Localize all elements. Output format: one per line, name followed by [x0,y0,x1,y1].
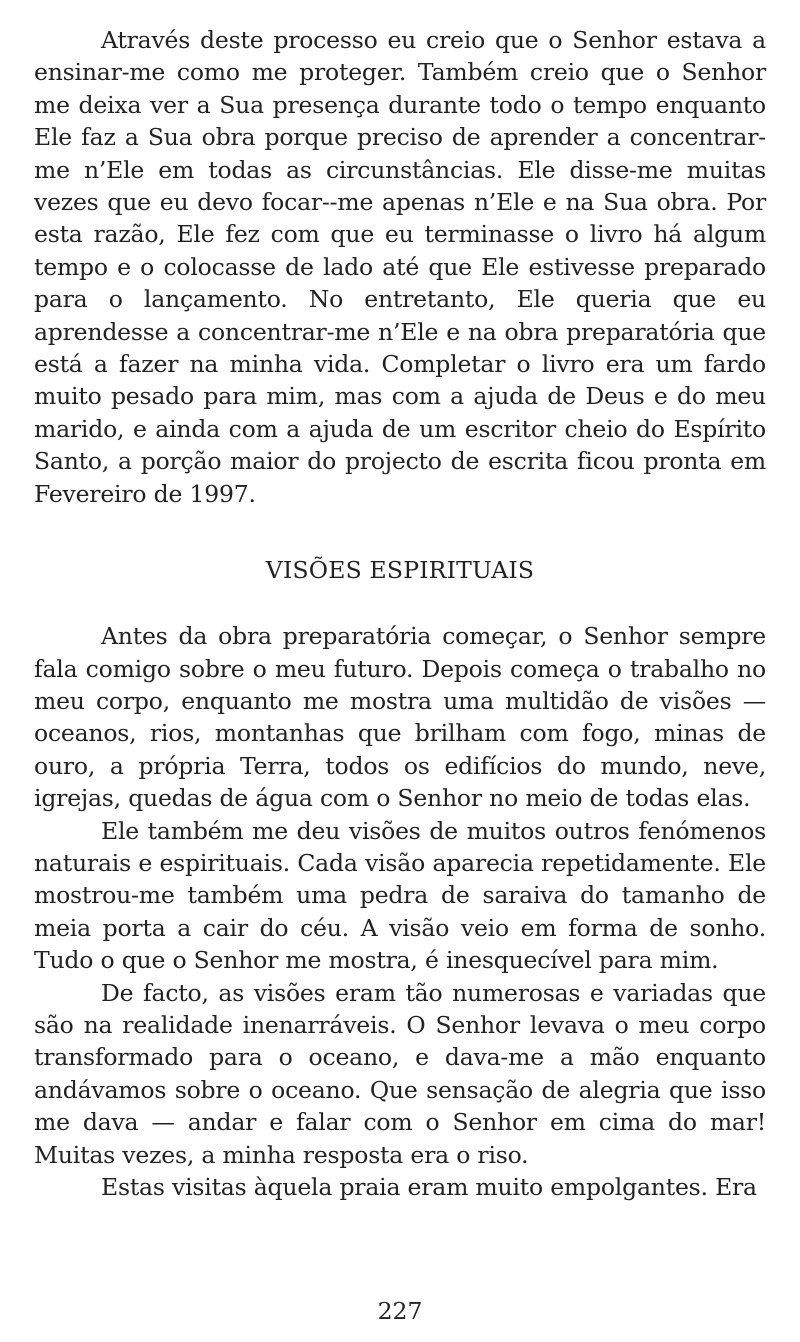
paragraph-visions-4: Estas visitas àquela praia eram muito empolgantes. Era [101,1173,757,1201]
paragraph-visions-2: Ele também me deu visões de muitos outros fenómenos naturais e espirituais. Cada visão aparecia repetidamente. Ele mostrou-me também uma pedra de saraiva do tamanho de meia porta a cair do céu. A visão veio em forma de sonho. Tudo o que o Senhor me mostra, é inesquecível para mim. [34,816,766,975]
page-number: 227 [377,1297,423,1325]
page-body [34,24,766,1203]
paragraph-visions-3: De facto, as visões eram tão numerosas e variadas que são na realidade inenarráveis. O Senhor levava o meu corpo transformado para o oceano, e dava-me a mão enquanto andávamos sobre o oceano. Que sensação de alegria que isso me dava — andar e falar com o Senhor em cima do mar! Muitas vezes, a minha resposta era o riso. [34,978,766,1169]
paragraph-intro: Através deste processo eu creio que o Senhor estava a ensinar-me como me proteger. Também creio que o Senhor me deixa ver a Sua presença durante todo o tempo enquanto Ele faz a Sua obra porque preciso de aprender a concentrar-me n’Ele em todas as circunstâncias. Ele disse-me muitas vezes que eu devo focar--me apenas n’Ele e na Sua obra. Por esta razão, Ele fez com que eu terminasse o livro há algum tempo e o colocasse de lado até que Ele estivesse preparado para o lançamento. No entretanto, Ele queria que eu aprendesse a concentrar-me n’Ele e na obra preparatória que está a fazer na minha vida. Completar o livro era um fardo muito pesado para mim, mas com a ajuda de Deus e do meu marido, e ainda com a ajuda de um escritor cheio do Espírito Santo, a porção maior do projecto de escrita ficou pronta em Fevereiro de 1997. [34,26,766,508]
section-heading: VISÕES ESPIRITUAIS [265,556,535,585]
paragraph-visions-1: Antes da obra preparatória começar, o Senhor sempre fala comigo sobre o meu futuro. Depois começa o trabalho no meu corpo, enquanto me mostra uma multidão de visões — oceanos, rios, montanhas que brilham com fogo, minas de ouro, a própria Terra, todos os edifícios do mundo, neve, igrejas, quedas de água com o Senhor no meio de todas elas. [34,622,766,813]
